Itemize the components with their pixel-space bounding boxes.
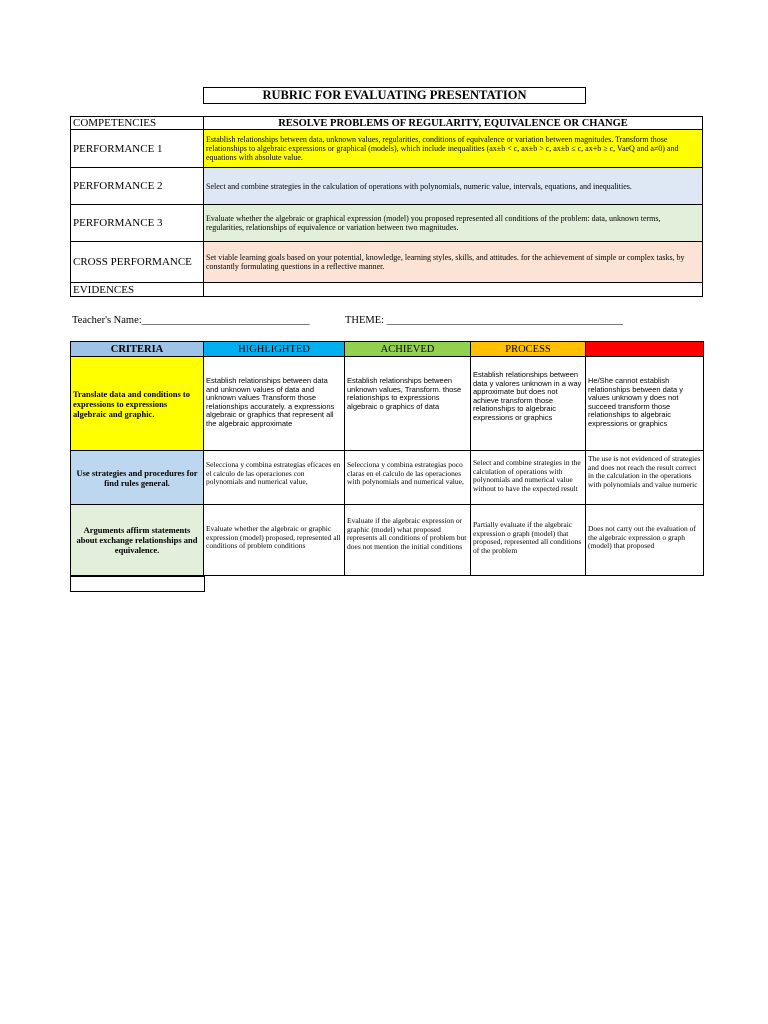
- rubric-title: RUBRIC FOR EVALUATING PRESENTATION: [203, 87, 586, 104]
- performance-3-text: Evaluate whether the algebraic or graphical expression (model) you proposed represented all conditions of the problem: data, unknown terms, regularities, relationships of equivalence or variation between two magnitudes.: [204, 205, 703, 242]
- criteria-cell: Use strategies and procedures for find rules general.: [71, 451, 204, 505]
- performance-1-text: Establish relationships between data, unknown values, regularities, conditions of equivalence or variation between magnitudes. Transform those relationships to algebraic expressions or graphical (models), which include inequalities (ax±b < c, ax±b > c, ax±b ≤ c, ax+b ≥ c, VaeQ and a≠0) and equations with absolute value.: [204, 130, 703, 168]
- cross-performance-label: CROSS PERFORMANCE: [71, 242, 204, 283]
- process-cell: Establish relationships between data y valores unknown in a way approximate but does not achieve transform those relationships to algebraic expressions or graphics: [471, 357, 586, 451]
- start-cell: Does not carry out the evaluation of the algebraic expression o graph (model) that proposed: [586, 505, 704, 576]
- performance-1-label: PERFORMANCE 1: [71, 130, 204, 168]
- evidences-label: EVIDENCES: [71, 283, 204, 297]
- start-cell: The use is not evidenced of strategies and does not reach the result correct in the calculation in the operations with polynomials and value numeric: [586, 451, 704, 505]
- competencies-heading: RESOLVE PROBLEMS OF REGULARITY, EQUIVALENCE OR CHANGE: [204, 117, 703, 130]
- start-cell: He/She cannot establish relationships between data y values unknown y does not succeed transform those relationships to algebraic expressions or graphics: [586, 357, 704, 451]
- performance-3-label: PERFORMANCE 3: [71, 205, 204, 242]
- table-row: [71, 357, 704, 451]
- teacher-name-field[interactable]: Teacher's Name:________________________________: [72, 315, 310, 326]
- table-row: [71, 505, 704, 576]
- criteria-cell: Arguments affirm statements about exchange relationships and equivalence.: [71, 505, 204, 576]
- criteria-cell: Translate data and conditions to expressions to expressions algebraic and graphic.: [71, 357, 204, 451]
- competencies-table: [70, 116, 703, 297]
- achieved-cell: Establish relationships between unknown values, Transform. those relationships to expressions algebraic o graphics of data: [345, 357, 471, 451]
- highlighted-cell: Selecciona y combina estrategias eficaces en el calculo de las operaciones con polynomials and numerical value,: [204, 451, 345, 505]
- table-row: [71, 451, 704, 505]
- header-achieved: ACHIEVED: [345, 342, 471, 357]
- header-start: START: [586, 342, 704, 357]
- cross-performance-text: Set viable learning goals based on your potential, knowledge, learning styles, skills, and attitudes. for the achievement of simple or complex tasks, by constantly formulating questions in a reflective manner.: [204, 242, 703, 283]
- evidences-field[interactable]: [204, 283, 703, 297]
- highlighted-cell: Establish relationships between data and unknown values of data and unknown values Transform those relationships accurately. a expressions algebraic or graphics that represent all the algebraic approximate: [204, 357, 345, 451]
- achieved-cell: Selecciona y combina estrategias poco claras en el calculo de las operaciones with polynomials and numerical value,: [345, 451, 471, 505]
- empty-cell: [70, 576, 205, 592]
- theme-field[interactable]: THEME: _____________________________________________: [345, 315, 623, 326]
- highlighted-cell: Evaluate whether the algebraic or graphic expression (model) proposed, represented all conditions of problem conditions: [204, 505, 345, 576]
- achieved-cell: Evaluate if the algebraic expression or graphic (model) what proposed represents all conditions of problem but does not mention the initial conditions: [345, 505, 471, 576]
- header-process: PROCESS: [471, 342, 586, 357]
- header-criteria: CRITERIA: [71, 342, 204, 357]
- header-highlighted: HIGHLIGHTED: [204, 342, 345, 357]
- competencies-label: COMPETENCIES: [71, 117, 204, 130]
- performance-2-text: Select and combine strategies in the calculation of operations with polynomials, numeric value, intervals, equations, and inequalities.: [204, 168, 703, 205]
- process-cell: Partially evaluate if the algebraic expression o graph (model) that proposed, represented all conditions of the problem: [471, 505, 586, 576]
- process-cell: Select and combine strategies in the calculation of operations with polynomials and numerical value without to have the expected result: [471, 451, 586, 505]
- performance-2-label: PERFORMANCE 2: [71, 168, 204, 205]
- criteria-table: [70, 341, 704, 576]
